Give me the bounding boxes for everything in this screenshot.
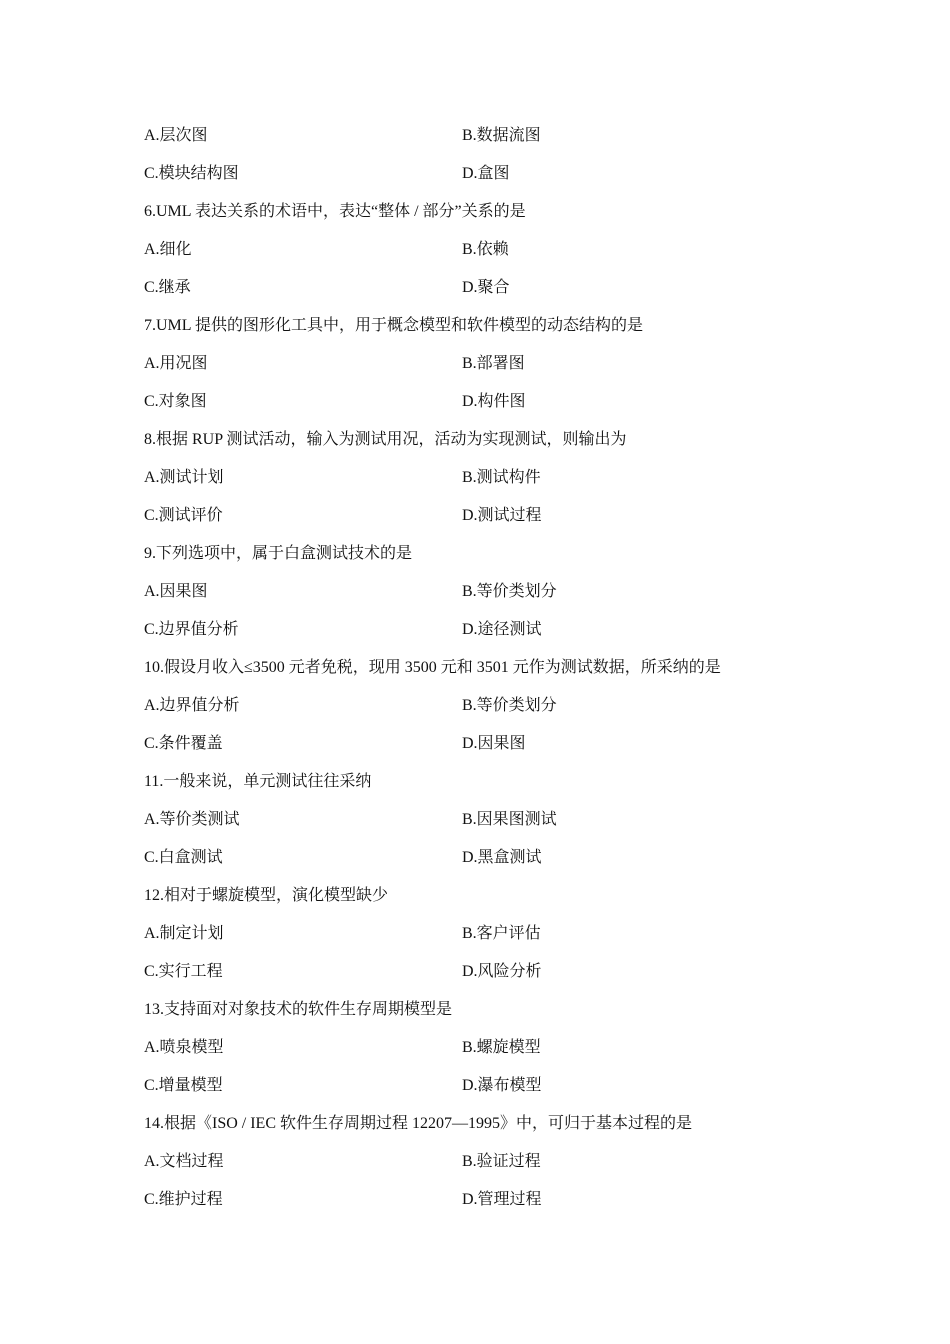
- question-stem-9: 9.下列选项中，属于白盒测试技术的是: [144, 545, 413, 562]
- option-row: [144, 238, 824, 276]
- option-a: A.层次图: [144, 127, 208, 144]
- option-d: D.管理过程: [462, 1191, 542, 1208]
- option-d: D.风险分析: [462, 963, 542, 980]
- option-row: [144, 694, 824, 732]
- option-c: C.实行工程: [144, 963, 223, 980]
- option-c: C.模块结构图: [144, 165, 239, 182]
- option-a: A.用况图: [144, 355, 208, 372]
- option-row: [144, 1188, 824, 1226]
- question-stem-7: 7.UML 提供的图形化工具中，用于概念模型和软件模型的动态结构的是: [144, 317, 643, 334]
- option-row: [144, 276, 824, 314]
- question-stem-14: 14.根据《ISO / IEC 软件生存周期过程 12207—1995》中，可归于基本过程的是: [144, 1115, 693, 1132]
- option-row: [144, 1150, 824, 1188]
- option-c: C.维护过程: [144, 1191, 223, 1208]
- option-b: B.依赖: [462, 241, 509, 258]
- question-stem-12: 12.相对于螺旋模型，演化模型缺少: [144, 887, 389, 904]
- option-row: [144, 162, 824, 200]
- option-b: B.因果图测试: [462, 811, 557, 828]
- option-a: A.细化: [144, 241, 192, 258]
- option-row: [144, 960, 824, 998]
- option-c: C.白盒测试: [144, 849, 223, 866]
- option-b: B.螺旋模型: [462, 1039, 541, 1056]
- option-row: [144, 352, 824, 390]
- option-a: A.喷泉模型: [144, 1039, 224, 1056]
- option-row: [144, 732, 824, 770]
- option-d: D.聚合: [462, 279, 510, 296]
- option-a: A.等价类测试: [144, 811, 240, 828]
- option-a: A.因果图: [144, 583, 208, 600]
- option-a: A.文档过程: [144, 1153, 224, 1170]
- option-row: [144, 618, 824, 656]
- question-stem-11: 11.一般来说，单元测试往往采纳: [144, 773, 372, 790]
- option-d: D.盒图: [462, 165, 510, 182]
- option-d: D.构件图: [462, 393, 526, 410]
- option-row: [144, 390, 824, 428]
- option-d: D.瀑布模型: [462, 1077, 542, 1094]
- question-stem-13: 13.支持面对对象技术的软件生存周期模型是: [144, 1001, 453, 1018]
- option-row: [144, 580, 824, 618]
- option-b: B.等价类划分: [462, 697, 557, 714]
- option-c: C.对象图: [144, 393, 207, 410]
- option-c: C.边界值分析: [144, 621, 239, 638]
- question-stem-6: 6.UML 表达关系的术语中，表达“整体 / 部分”关系的是: [144, 203, 526, 220]
- option-row: [144, 1036, 824, 1074]
- option-row: [144, 808, 824, 846]
- option-b: B.等价类划分: [462, 583, 557, 600]
- option-a: A.边界值分析: [144, 697, 240, 714]
- question-stem-8: 8.根据 RUP 测试活动，输入为测试用况，活动为实现测试，则输出为: [144, 431, 627, 448]
- option-d: D.黑盒测试: [462, 849, 542, 866]
- question-stem-10: 10.假设月收入≤3500 元者免税，现用 3500 元和 3501 元作为测试数据，所采纳的是: [144, 659, 721, 676]
- option-c: C.测试评价: [144, 507, 223, 524]
- option-d: D.途径测试: [462, 621, 542, 638]
- option-b: B.验证过程: [462, 1153, 541, 1170]
- option-c: C.条件覆盖: [144, 735, 223, 752]
- option-b: B.客户评估: [462, 925, 541, 942]
- option-a: A.制定计划: [144, 925, 224, 942]
- option-row: [144, 504, 824, 542]
- option-b: B.部署图: [462, 355, 525, 372]
- option-row: [144, 922, 824, 960]
- option-c: C.继承: [144, 279, 191, 296]
- option-d: D.因果图: [462, 735, 526, 752]
- option-b: B.数据流图: [462, 127, 541, 144]
- option-row: [144, 124, 824, 162]
- option-a: A.测试计划: [144, 469, 224, 486]
- option-b: B.测试构件: [462, 469, 541, 486]
- option-row: [144, 846, 824, 884]
- option-d: D.测试过程: [462, 507, 542, 524]
- option-row: [144, 466, 824, 504]
- option-row: [144, 1074, 824, 1112]
- exam-content: [144, 124, 824, 1226]
- option-c: C.增量模型: [144, 1077, 223, 1094]
